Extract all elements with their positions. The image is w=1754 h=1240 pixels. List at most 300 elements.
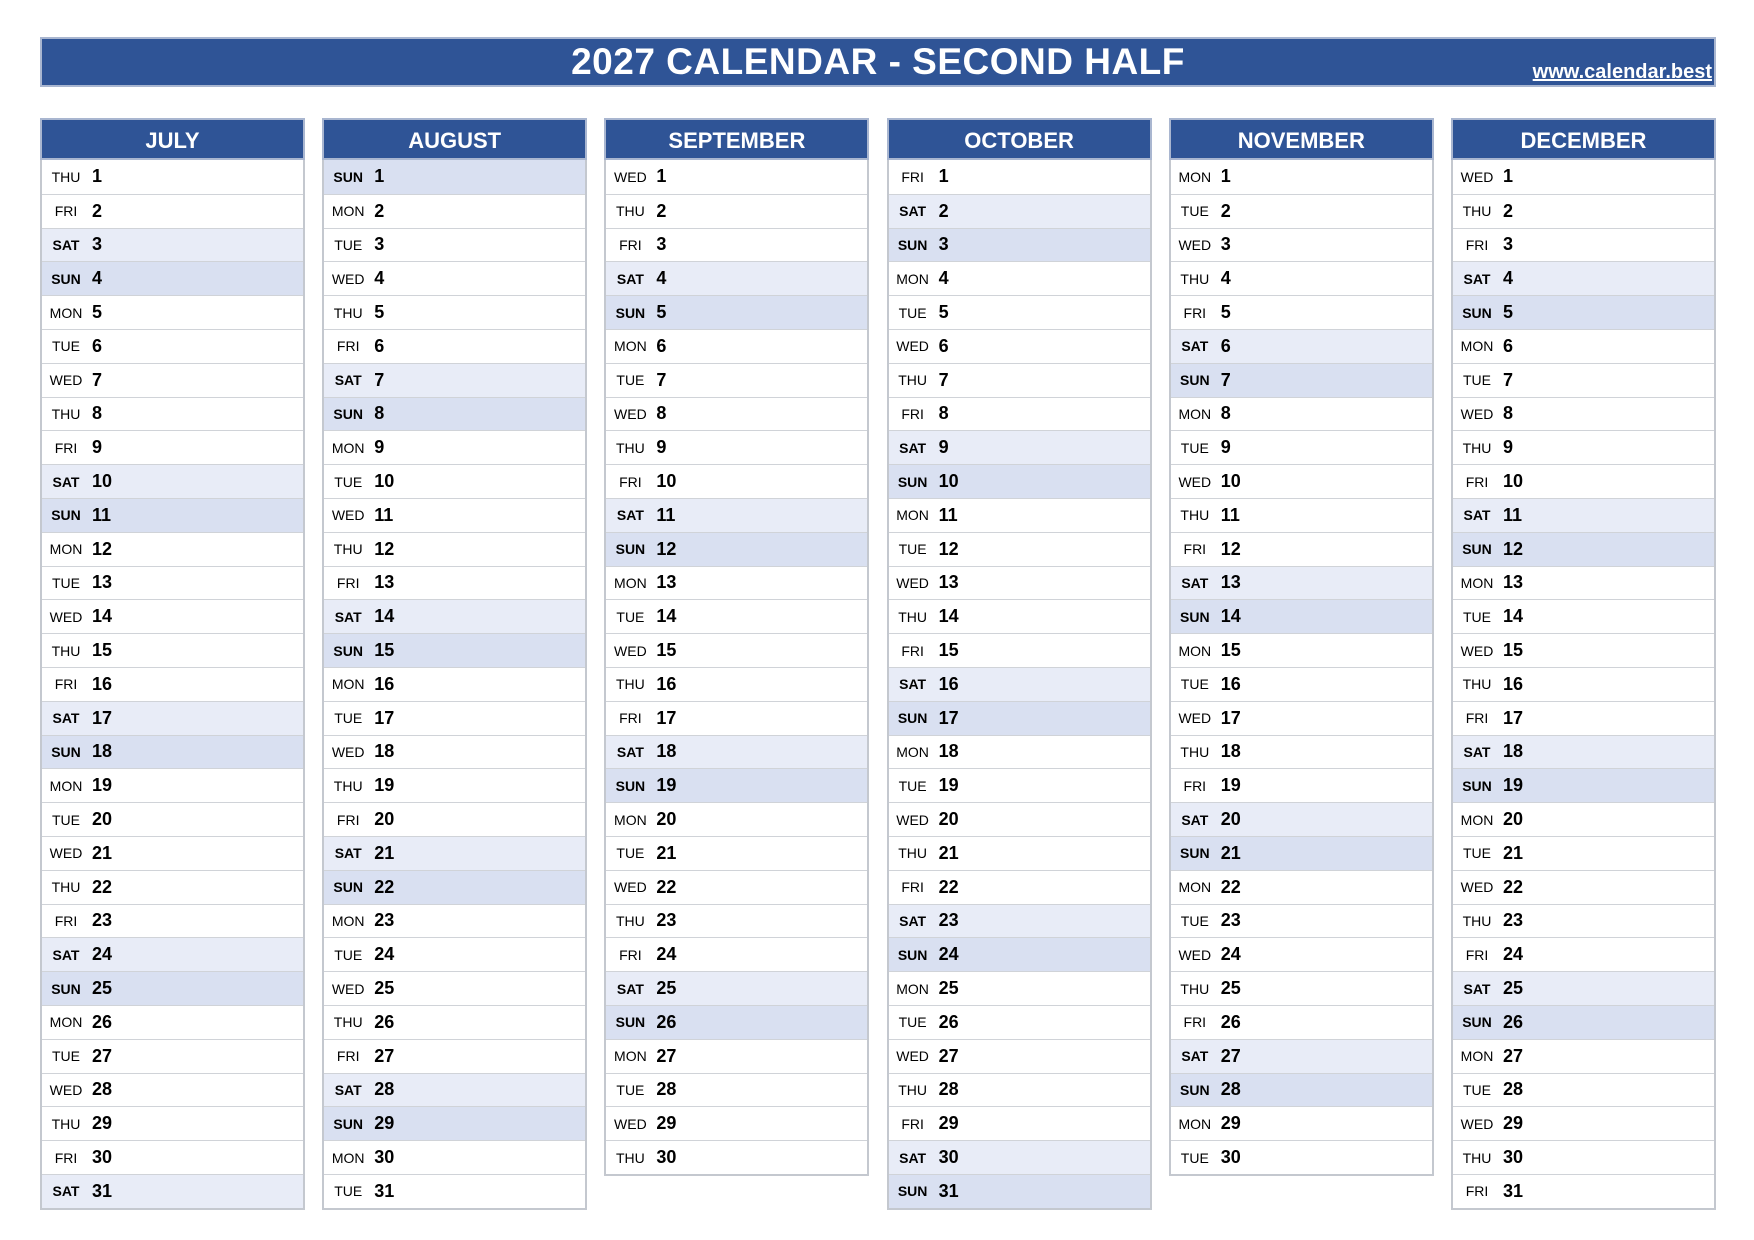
day-number: 8 xyxy=(656,403,667,424)
weekday-label: THU xyxy=(51,879,81,896)
weekday-label: TUE xyxy=(52,574,80,591)
weekday-label: WED xyxy=(1460,168,1494,185)
weekday-label: THU xyxy=(616,912,645,929)
day-row xyxy=(1453,261,1714,295)
day-row xyxy=(606,1106,867,1140)
weekday-label: WED xyxy=(49,1081,83,1098)
day-row xyxy=(324,870,585,904)
day-number: 24 xyxy=(374,944,395,965)
day-number: 19 xyxy=(1503,775,1524,796)
day-number: 15 xyxy=(1220,640,1241,661)
day-number: 22 xyxy=(938,876,959,897)
day-row xyxy=(42,464,303,498)
day-number: 23 xyxy=(1503,910,1524,931)
day-row xyxy=(889,768,1150,802)
weekday-label: MON xyxy=(614,338,647,355)
day-number: 4 xyxy=(656,268,667,289)
day-row xyxy=(42,870,303,904)
weekday-label: MON xyxy=(1178,168,1212,185)
day-row xyxy=(1171,1073,1432,1107)
day-row xyxy=(324,329,585,363)
day-number: 12 xyxy=(938,538,959,559)
day-number: 6 xyxy=(1503,335,1514,356)
day-number: 7 xyxy=(92,369,103,390)
day-row xyxy=(889,836,1150,870)
weekday-label: SUN xyxy=(51,743,81,760)
weekday-label: SUN xyxy=(1180,372,1210,389)
day-number: 14 xyxy=(938,606,959,627)
day-number: 19 xyxy=(1220,775,1241,796)
day-row xyxy=(324,735,585,769)
weekday-label: TUE xyxy=(898,541,927,558)
day-number: 1 xyxy=(92,166,103,187)
weekday-label: SAT xyxy=(334,608,362,625)
weekday-label: FRI xyxy=(336,811,360,828)
weekday-label: TUE xyxy=(1180,1149,1209,1166)
day-row xyxy=(324,397,585,431)
day-number: 27 xyxy=(1503,1045,1524,1066)
day-row xyxy=(606,430,867,464)
weekday-label: WED xyxy=(1178,236,1212,253)
weekday-label: THU xyxy=(1180,743,1210,760)
day-row xyxy=(1453,1073,1714,1107)
weekday-label: SUN xyxy=(615,1014,646,1031)
day-row xyxy=(889,870,1150,904)
weekday-label: TUE xyxy=(1180,439,1209,456)
day-number: 25 xyxy=(1220,978,1241,999)
day-number: 2 xyxy=(374,200,385,221)
day-row xyxy=(606,261,867,295)
day-number: 17 xyxy=(92,707,113,728)
weekday-label: MON xyxy=(614,574,647,591)
day-row xyxy=(889,430,1150,464)
day-row xyxy=(606,633,867,667)
weekday-label: SUN xyxy=(333,405,363,422)
day-row xyxy=(42,1039,303,1073)
weekday-label: WED xyxy=(1178,473,1212,490)
weekday-label: FRI xyxy=(1183,1014,1207,1031)
day-number: 3 xyxy=(1503,234,1514,255)
day-row xyxy=(889,295,1150,329)
weekday-label: SUN xyxy=(1462,777,1492,794)
day-row xyxy=(889,464,1150,498)
day-number: 26 xyxy=(656,1011,677,1032)
day-row xyxy=(324,160,585,194)
day-number: 23 xyxy=(656,910,677,931)
day-row xyxy=(606,397,867,431)
weekday-label: MON xyxy=(331,912,365,929)
weekday-label: WED xyxy=(896,338,929,355)
day-number: 24 xyxy=(1220,944,1241,965)
weekday-label: MON xyxy=(896,743,929,760)
day-number: 15 xyxy=(1503,640,1524,661)
day-row xyxy=(1171,498,1432,532)
weekday-label: SUN xyxy=(1462,541,1492,558)
day-number: 20 xyxy=(1503,809,1524,830)
day-number: 27 xyxy=(92,1045,113,1066)
day-number: 27 xyxy=(656,1045,677,1066)
day-list xyxy=(1451,160,1716,1210)
weekday-label: TUE xyxy=(334,1183,363,1200)
day-row xyxy=(606,329,867,363)
day-row xyxy=(1171,1140,1432,1174)
day-number: 19 xyxy=(374,775,395,796)
weekday-label: SUN xyxy=(333,168,363,185)
day-number: 1 xyxy=(374,166,385,187)
month-header: DECEMBER xyxy=(1451,118,1716,160)
day-row xyxy=(324,971,585,1005)
weekday-label: SUN xyxy=(897,236,928,253)
day-row xyxy=(1453,904,1714,938)
weekday-label: FRI xyxy=(54,439,78,456)
day-row xyxy=(42,667,303,701)
weekday-label: WED xyxy=(614,405,647,422)
day-number: 22 xyxy=(92,876,113,897)
day-number: 16 xyxy=(1220,673,1241,694)
weekday-label: SAT xyxy=(1463,270,1491,287)
day-number: 21 xyxy=(374,842,395,863)
day-row xyxy=(606,667,867,701)
day-row xyxy=(1171,735,1432,769)
title-bar xyxy=(40,37,1716,87)
day-row xyxy=(1171,870,1432,904)
weekday-label: TUE xyxy=(1463,372,1491,389)
weekday-label: THU xyxy=(898,372,927,389)
day-row xyxy=(42,1140,303,1174)
day-number: 29 xyxy=(656,1113,677,1134)
weekday-label: THU xyxy=(333,541,363,558)
day-row xyxy=(889,633,1150,667)
day-number: 13 xyxy=(938,572,959,593)
day-number: 10 xyxy=(1503,471,1524,492)
weekday-label: THU xyxy=(333,1014,363,1031)
day-number: 10 xyxy=(92,471,113,492)
day-number: 13 xyxy=(374,572,395,593)
day-number: 4 xyxy=(938,268,949,289)
day-row xyxy=(889,566,1150,600)
day-number: 28 xyxy=(656,1079,677,1100)
weekday-label: SAT xyxy=(899,203,927,220)
month-header: AUGUST xyxy=(322,118,587,160)
weekday-label: WED xyxy=(614,168,647,185)
weekday-label: SAT xyxy=(334,1081,362,1098)
day-row xyxy=(889,261,1150,295)
weekday-label: SAT xyxy=(899,439,927,456)
day-number: 29 xyxy=(92,1113,113,1134)
day-row xyxy=(889,329,1150,363)
weekday-label: SUN xyxy=(333,1115,363,1132)
weekday-label: FRI xyxy=(901,879,924,896)
weekday-label: SAT xyxy=(52,236,80,253)
day-row xyxy=(1453,498,1714,532)
day-number: 20 xyxy=(374,809,395,830)
weekday-label: SUN xyxy=(615,541,646,558)
weekday-label: MON xyxy=(614,1048,647,1065)
day-number: 27 xyxy=(374,1045,395,1066)
month-october xyxy=(887,118,1152,1210)
day-number: 26 xyxy=(374,1011,395,1032)
day-row xyxy=(324,566,585,600)
weekday-label: FRI xyxy=(54,676,78,693)
day-number: 20 xyxy=(656,809,677,830)
day-row xyxy=(42,363,303,397)
day-row xyxy=(889,667,1150,701)
day-row xyxy=(606,295,867,329)
weekday-label: MON xyxy=(49,541,83,558)
weekday-label: FRI xyxy=(1465,236,1489,253)
weekday-label: SAT xyxy=(899,676,927,693)
day-list xyxy=(40,160,305,1210)
day-row xyxy=(324,1106,585,1140)
day-row xyxy=(324,701,585,735)
day-number: 17 xyxy=(1220,707,1241,728)
day-row xyxy=(42,1174,303,1208)
weekday-label: SAT xyxy=(1463,980,1491,997)
day-number: 24 xyxy=(938,944,959,965)
weekday-label: SUN xyxy=(1180,608,1210,625)
day-row xyxy=(42,768,303,802)
site-link[interactable]: www.calendar.best xyxy=(1532,61,1712,83)
day-number: 12 xyxy=(1503,538,1524,559)
weekday-label: FRI xyxy=(1465,946,1489,963)
day-row xyxy=(889,971,1150,1005)
day-row xyxy=(1453,1039,1714,1073)
day-number: 13 xyxy=(656,572,677,593)
month-header: SEPTEMBER xyxy=(604,118,869,160)
weekday-label: WED xyxy=(49,608,83,625)
day-number: 23 xyxy=(374,910,395,931)
weekday-label: WED xyxy=(896,574,929,591)
day-row xyxy=(889,1174,1150,1208)
weekday-label: WED xyxy=(1460,1115,1494,1132)
day-number: 11 xyxy=(938,504,958,525)
day-number: 15 xyxy=(656,640,677,661)
day-number: 25 xyxy=(374,978,395,999)
weekday-label: THU xyxy=(333,304,363,321)
day-list xyxy=(322,160,587,1210)
weekday-label: MON xyxy=(1460,1048,1494,1065)
day-number: 28 xyxy=(938,1079,959,1100)
day-number: 24 xyxy=(92,944,113,965)
weekday-label: MON xyxy=(1460,574,1494,591)
weekday-label: SUN xyxy=(51,507,81,524)
day-row xyxy=(1453,768,1714,802)
day-row xyxy=(1453,464,1714,498)
day-row xyxy=(1453,1005,1714,1039)
day-number: 11 xyxy=(1503,504,1523,525)
day-row xyxy=(1171,430,1432,464)
day-row xyxy=(606,160,867,194)
month-september xyxy=(604,118,869,1176)
weekday-label: THU xyxy=(898,845,927,862)
day-row xyxy=(1171,160,1432,194)
day-number: 16 xyxy=(656,673,677,694)
weekday-label: FRI xyxy=(1183,541,1207,558)
day-number: 21 xyxy=(1503,842,1524,863)
weekday-label: SAT xyxy=(52,473,80,490)
weekday-label: FRI xyxy=(619,710,642,727)
weekday-label: SUN xyxy=(1462,1014,1492,1031)
day-row xyxy=(606,701,867,735)
day-number: 4 xyxy=(374,268,385,289)
day-number: 16 xyxy=(1503,673,1524,694)
day-row xyxy=(889,498,1150,532)
day-row xyxy=(606,937,867,971)
day-number: 26 xyxy=(92,1011,113,1032)
day-row xyxy=(1171,768,1432,802)
day-row xyxy=(324,1005,585,1039)
weekday-label: SUN xyxy=(1180,1081,1210,1098)
day-number: 18 xyxy=(374,741,395,762)
weekday-label: MON xyxy=(49,304,83,321)
day-row xyxy=(1453,667,1714,701)
day-row xyxy=(324,599,585,633)
day-number: 8 xyxy=(1503,403,1514,424)
day-number: 25 xyxy=(938,978,959,999)
day-number: 23 xyxy=(1220,910,1241,931)
weekday-label: TUE xyxy=(1180,676,1209,693)
day-number: 10 xyxy=(938,471,959,492)
day-number: 14 xyxy=(656,606,677,627)
weekday-label: SAT xyxy=(1463,507,1491,524)
day-number: 24 xyxy=(1503,944,1524,965)
day-row xyxy=(1453,870,1714,904)
weekday-label: TUE xyxy=(1463,608,1491,625)
day-number: 18 xyxy=(92,741,113,762)
day-number: 21 xyxy=(938,842,959,863)
weekday-label: SUN xyxy=(897,1183,928,1200)
weekday-label: TUE xyxy=(334,710,363,727)
day-number: 13 xyxy=(1220,572,1241,593)
day-row xyxy=(889,802,1150,836)
day-row xyxy=(1453,836,1714,870)
day-number: 15 xyxy=(374,640,395,661)
day-number: 21 xyxy=(1220,842,1241,863)
weekday-label: MON xyxy=(1178,642,1212,659)
weekday-label: MON xyxy=(1460,338,1494,355)
day-number: 28 xyxy=(1220,1079,1241,1100)
day-number: 12 xyxy=(374,538,395,559)
day-row xyxy=(1171,971,1432,1005)
weekday-label: FRI xyxy=(619,473,642,490)
weekday-label: WED xyxy=(614,642,647,659)
day-row xyxy=(606,1039,867,1073)
day-number: 6 xyxy=(938,335,949,356)
day-row xyxy=(42,532,303,566)
day-number: 11 xyxy=(374,504,394,525)
day-row xyxy=(324,261,585,295)
day-number: 5 xyxy=(1503,302,1514,323)
day-row xyxy=(324,1140,585,1174)
day-number: 30 xyxy=(1503,1147,1524,1167)
day-row xyxy=(324,633,585,667)
day-number: 31 xyxy=(92,1180,113,1201)
day-number: 8 xyxy=(92,403,103,424)
day-row xyxy=(42,498,303,532)
weekday-label: FRI xyxy=(54,203,78,220)
weekday-label: THU xyxy=(51,168,81,185)
weekday-label: MON xyxy=(1178,1115,1212,1132)
day-number: 11 xyxy=(92,504,112,525)
day-row xyxy=(42,1106,303,1140)
day-number: 31 xyxy=(374,1180,395,1201)
day-number: 22 xyxy=(1503,876,1524,897)
day-number: 11 xyxy=(1220,504,1240,525)
weekday-label: THU xyxy=(898,608,927,625)
day-list xyxy=(1169,160,1434,1176)
day-row xyxy=(42,1073,303,1107)
day-row xyxy=(889,1005,1150,1039)
day-row xyxy=(606,1005,867,1039)
day-number: 9 xyxy=(1503,437,1514,458)
month-july xyxy=(40,118,305,1210)
weekday-label: TUE xyxy=(1463,845,1491,862)
weekday-label: SAT xyxy=(52,946,80,963)
day-number: 7 xyxy=(1220,369,1231,390)
day-row xyxy=(324,363,585,397)
day-number: 5 xyxy=(938,302,949,323)
weekday-label: THU xyxy=(616,439,645,456)
weekday-label: SAT xyxy=(616,270,644,287)
day-row xyxy=(889,532,1150,566)
day-row xyxy=(324,1174,585,1208)
day-row xyxy=(1171,363,1432,397)
day-row xyxy=(42,566,303,600)
weekday-label: FRI xyxy=(901,405,924,422)
day-row xyxy=(1453,735,1714,769)
day-number: 2 xyxy=(656,200,667,221)
day-number: 8 xyxy=(1220,403,1231,424)
day-row xyxy=(606,498,867,532)
weekday-label: WED xyxy=(614,879,647,896)
weekday-label: SAT xyxy=(899,912,927,929)
day-number: 20 xyxy=(1220,809,1241,830)
day-row xyxy=(1453,599,1714,633)
day-row xyxy=(324,904,585,938)
weekday-label: THU xyxy=(51,1115,81,1132)
day-number: 31 xyxy=(1503,1180,1524,1201)
weekday-label: FRI xyxy=(1183,304,1207,321)
weekday-label: SAT xyxy=(616,507,644,524)
weekday-label: WED xyxy=(1460,405,1494,422)
day-row xyxy=(1453,363,1714,397)
day-row xyxy=(1171,1039,1432,1073)
day-number: 28 xyxy=(374,1079,395,1100)
day-number: 12 xyxy=(92,538,113,559)
weekday-label: SUN xyxy=(333,642,363,659)
day-row xyxy=(1171,1106,1432,1140)
day-row xyxy=(1453,1140,1714,1174)
weekday-label: FRI xyxy=(336,1048,360,1065)
day-row xyxy=(606,566,867,600)
weekday-label: TUE xyxy=(1463,1081,1491,1098)
day-number: 2 xyxy=(92,200,103,221)
weekday-label: THU xyxy=(1462,439,1492,456)
day-row xyxy=(1171,261,1432,295)
day-number: 4 xyxy=(92,268,103,289)
day-row xyxy=(324,194,585,228)
weekday-label: MON xyxy=(331,203,365,220)
day-row xyxy=(606,1073,867,1107)
day-row xyxy=(42,228,303,262)
day-number: 26 xyxy=(938,1011,959,1032)
day-number: 17 xyxy=(374,707,395,728)
weekday-label: THU xyxy=(333,777,363,794)
day-row xyxy=(1171,937,1432,971)
day-list xyxy=(887,160,1152,1210)
day-number: 13 xyxy=(1503,572,1524,593)
day-row xyxy=(1453,295,1714,329)
